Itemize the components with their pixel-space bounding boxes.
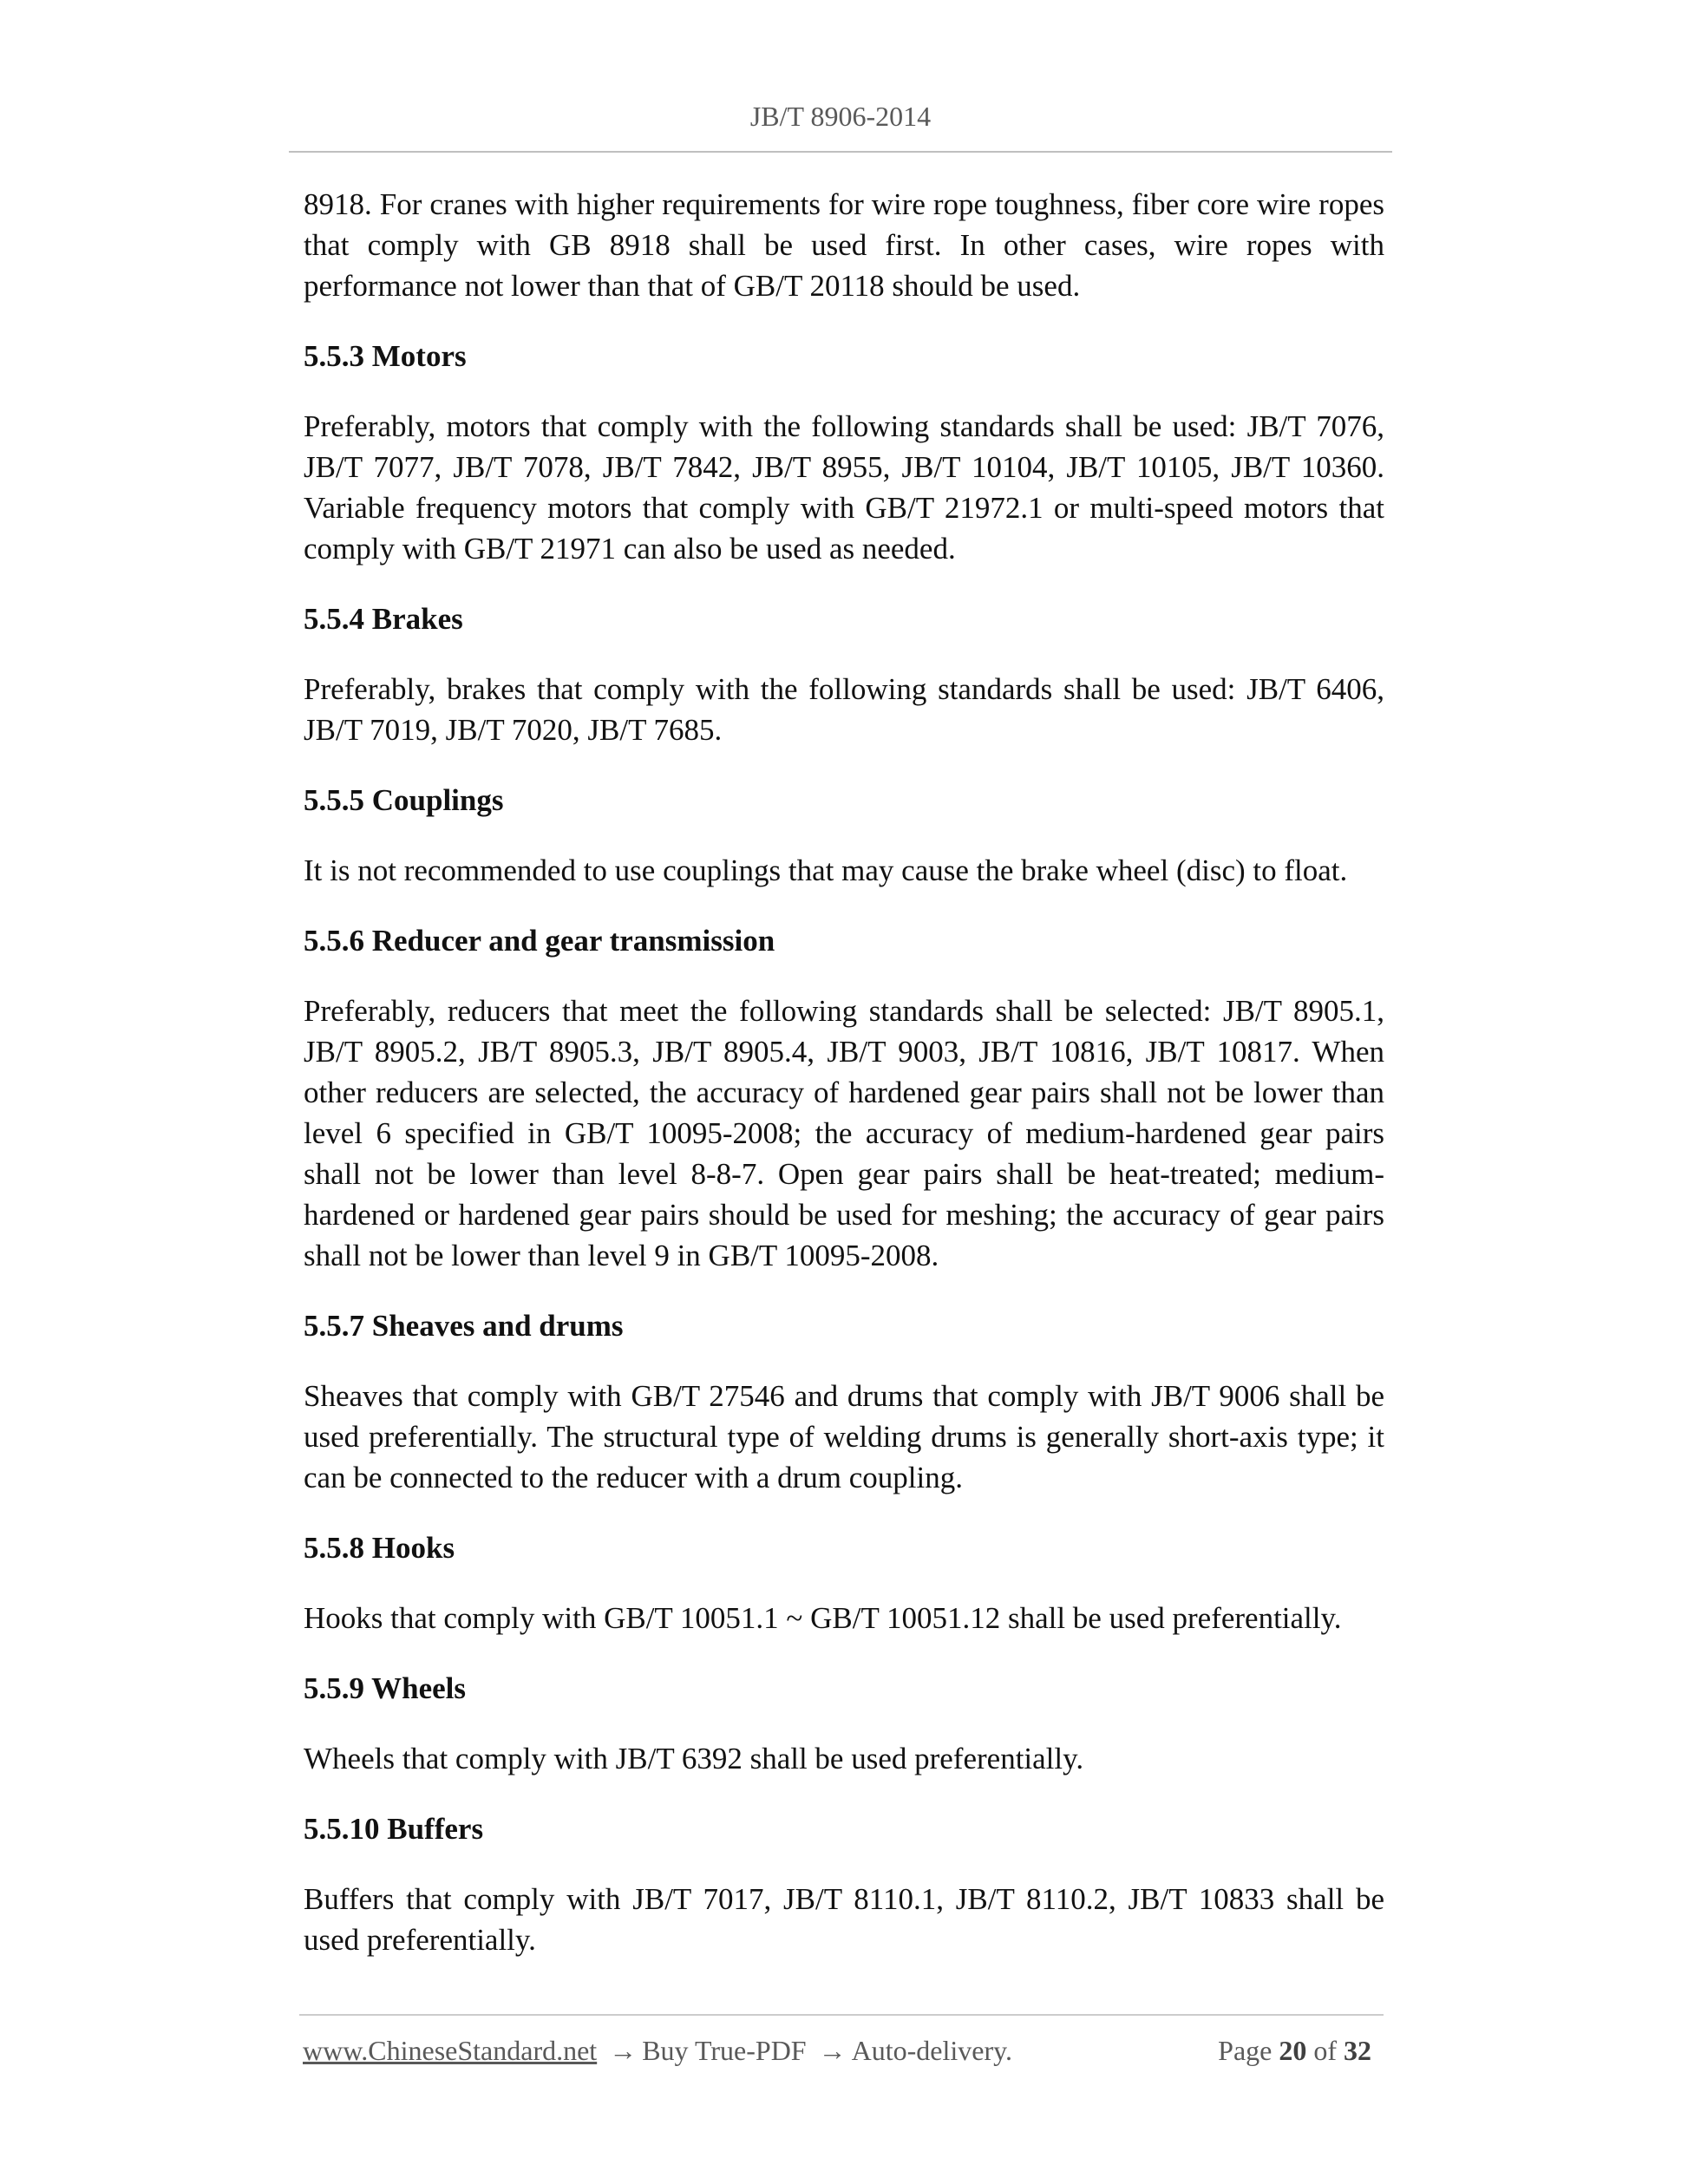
of-label: of <box>1313 2035 1337 2066</box>
section-heading-hooks: 5.5.8 Hooks <box>304 1531 455 1565</box>
section-heading-buffers: 5.5.10 Buffers <box>304 1812 484 1846</box>
footer-promo <box>303 2035 1012 2067</box>
section-heading-couplings: 5.5.5 Couplings <box>304 783 504 817</box>
section-text-hooks: Hooks that comply with GB/T 10051.1 ~ GB/T 10051.12 shall be used preferentially. <box>304 1601 1342 1635</box>
document-code: JB/T 8906-2014 <box>749 101 932 132</box>
section-heading-brakes: 5.5.4 Brakes <box>304 602 463 636</box>
section-text-couplings: It is not recommended to use couplings that may cause the brake wheel (disc) to float. <box>304 853 1348 887</box>
current-page-number: 20 <box>1279 2035 1307 2066</box>
intro-paragraph: 8918. For cranes with higher requirements for wire rope toughness, fiber core wire ropes that comply with GB 8918 shall be used first. In other cases, wire ropes with performance not lower than that of GB/T 20118 should be used. <box>304 187 1384 303</box>
section-text-brakes: Preferably, brakes that comply with the following standards shall be used: JB/T 6406, JB/T 7019, JB/T 7020, JB/T 7685. <box>304 672 1384 747</box>
section-text-wheels: Wheels that comply with JB/T 6392 shall be used preferentially. <box>304 1742 1084 1775</box>
section-heading-reducer: 5.5.6 Reducer and gear transmission <box>304 924 775 958</box>
section-text-reducer: Preferably, reducers that meet the following standards shall be selected: JB/T 8905.1, JB/T 8905.2, JB/T 8905.3, JB/T 8905.4, JB/T 9003, JB/T 10816, JB/T 10817. When other reducers are selected, the accuracy of hardened gear pairs shall not be lower than level 6 specified in GB/T 10095-2008; the accuracy of medium-hardened gear pairs shall not be lower than level 8-8-7. Open gear pairs shall be heat-treated; medium-hardened or hardened gear pairs should be used for meshing; the accuracy of gear pairs shall not be lower than level 9 in GB/T 10095-2008. <box>304 994 1384 1272</box>
page-counter <box>1218 2035 1371 2067</box>
arrow-right-icon: → <box>609 2035 638 2066</box>
website-link[interactable]: www.ChineseStandard.net <box>303 2035 598 2066</box>
page-footer <box>299 2014 1384 2085</box>
section-heading-wheels: 5.5.9 Wheels <box>304 1671 466 1705</box>
total-pages-number: 32 <box>1344 2035 1371 2066</box>
page-header <box>289 97 1392 153</box>
section-text-sheaves: Sheaves that comply with GB/T 27546 and drums that comply with JB/T 9006 shall be used preferentially. The structural type of welding drums is generally short-axis type; it can be connected to the reducer with a drum coupling. <box>304 1379 1384 1494</box>
section-text-motors: Preferably, motors that comply with the following standards shall be used: JB/T 7076, JB/T 7077, JB/T 7078, JB/T 7842, JB/T 8955, JB/T 10104, JB/T 10105, JB/T 10360. Variable frequency motors that comply with GB/T 21972.1 or multi-speed motors that comply with GB/T 21971 can also be used as needed. <box>304 409 1384 566</box>
section-heading-sheaves: 5.5.7 Sheaves and drums <box>304 1309 624 1343</box>
arrow-right-icon: → <box>818 2035 847 2066</box>
section-heading-motors: 5.5.3 Motors <box>304 339 467 373</box>
page-label: Page <box>1218 2035 1273 2066</box>
delivery-text: Auto-delivery. <box>851 2035 1013 2066</box>
document-body <box>304 184 1384 1990</box>
section-text-buffers: Buffers that comply with JB/T 7017, JB/T 8110.1, JB/T 8110.2, JB/T 10833 shall be used preferentially. <box>304 1882 1384 1957</box>
buy-text: Buy True-PDF <box>642 2035 807 2066</box>
